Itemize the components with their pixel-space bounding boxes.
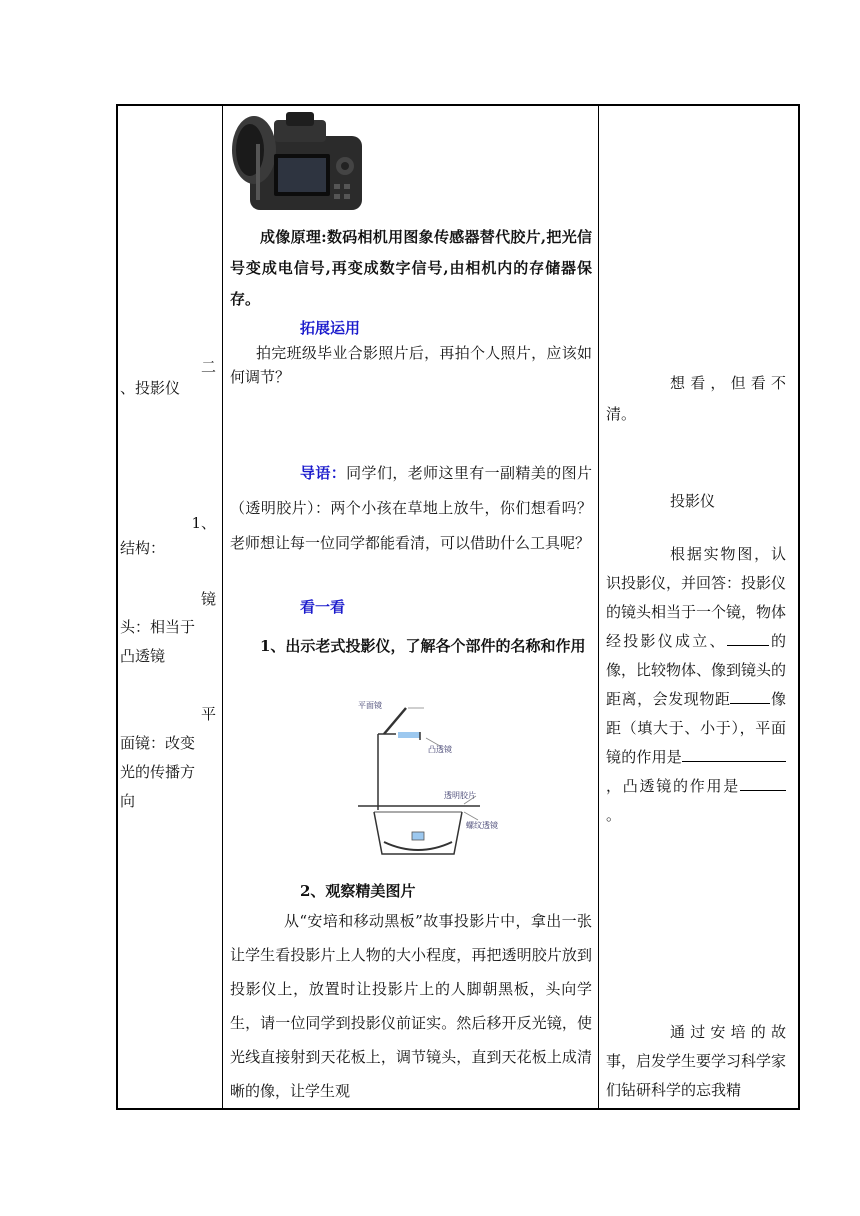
camera-image (230, 110, 366, 216)
blank-1[interactable] (727, 627, 769, 646)
column-divider (598, 106, 599, 1108)
mirror-b: 面镜：改变 (120, 734, 196, 752)
mirror-d: 向 (120, 792, 136, 810)
extend-text: 拍完班级毕业合影照片后，再拍个人照片，应该如何调节？ (230, 344, 592, 386)
story-text: 从“安培和移动黑板”故事投影片中，拿出一张让学生看投影片上人物的大小程度，再把透明胶片放到投影仪上，放置时让投影片上的人脚朝黑板，头向学生，请一位同学到投影仪前证实。然后移开反光镜，使光线直接射到天花板上，调节镜头，直到天花板上成清晰的像，让学生观 (230, 912, 592, 1100)
principle-text: 成像原理:数码相机用图象传感器替代胶片,把光信号变成电信号,再变成数字信号,由相机内的存储器保存。 (230, 228, 592, 308)
blank-3[interactable] (682, 743, 786, 762)
section2-num: 二 (200, 358, 216, 376)
want-text: 想看，但看不清。 (606, 374, 786, 423)
activity-column (224, 106, 598, 1108)
structure-num: 1、 (191, 514, 216, 532)
intro-paragraph (230, 456, 592, 561)
intro-text: 同学们，老师这里有一副精美的图片（透明胶片）：两个小孩在草地上放牛，你们想看吗？老师想让每一位同学都能看清，可以借助什么工具呢？ (230, 464, 592, 552)
structure-label: 结构： (120, 539, 166, 557)
mirror-a: 平 (200, 705, 216, 723)
column-divider (222, 106, 223, 1108)
label-plane-mirror: 平面镜 (358, 701, 382, 710)
projector-text: 投影仪 (670, 492, 716, 510)
projector-diagram (348, 694, 528, 864)
step1-text: 1、出示老式投影仪，了解各个部件的名称和作用 (260, 637, 586, 655)
extend-title: 拓展运用 (300, 319, 361, 337)
outline-column (118, 106, 222, 1108)
blank-2[interactable] (730, 685, 770, 704)
intro-label: 导语： (300, 464, 347, 482)
question-text (606, 540, 786, 830)
question-part3: 像距（填大于、小于），平面镜的作用是 (606, 690, 786, 766)
lens-c: 凸透镜 (120, 647, 166, 665)
question-part1: 根据实物图，认识投影仪，并回答：投影仪的镜头相当于一个镜，物体经投影仪成立、 (606, 545, 787, 650)
lens-a: 镜 (200, 590, 216, 608)
look-title: 看一看 (300, 598, 346, 616)
label-film: 透明胶片 (444, 791, 476, 800)
lesson-table (116, 104, 800, 1110)
label-fresnel: 螺纹透镜 (466, 821, 498, 830)
question-part2: 的像，比较物体、像到镜头的距离，会发现物距 (606, 632, 787, 708)
section2-title: 、投影仪 (120, 379, 181, 397)
question-part5: 。 (606, 806, 622, 824)
student-column (600, 106, 800, 1108)
question-part4: ，凸透镜的作用是 (606, 777, 740, 795)
lens-b: 头：相当于 (120, 618, 196, 636)
label-convex-lens: 凸透镜 (428, 745, 452, 754)
story-goal-text: 通过安培的故事，启发学生要学习科学家们钻研科学的忘我精 (606, 1023, 787, 1099)
mirror-c: 光的传播方 (120, 763, 196, 781)
blank-4[interactable] (740, 772, 786, 791)
step2-title: 2、观察精美图片 (300, 882, 416, 900)
